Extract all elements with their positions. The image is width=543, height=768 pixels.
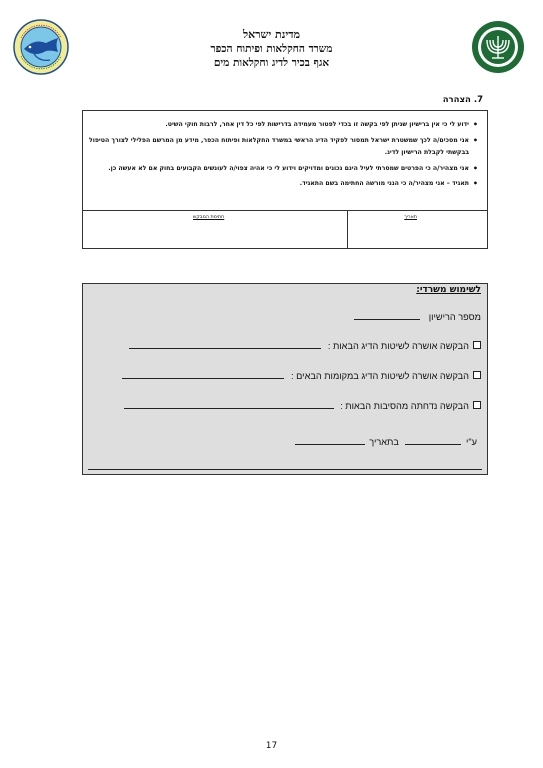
declaration-item: • אני מסכים/ה לכך שמשטרת ישראל תמסור לפקיד הדיג הראשי במשרד החקלאות ופיתוח הכפר, מידע מן המרשם הפלילי לצורך הטיפול בבקשתי לקבלת הרישיון לדיג. [89,135,469,160]
ministry-title: משרד החקלאות ופיתוח הכפר [210,43,333,55]
approved-locations-checkbox[interactable] [473,371,481,379]
header-titles [130,28,413,70]
approved-locations-field[interactable] [122,369,284,379]
office-bottom-line [88,469,482,470]
office-use-title: לשימוש משרדי: [416,285,481,295]
signature-row [83,210,487,248]
state-title: מדינת ישראל [242,28,301,41]
approved-locations-row [122,369,481,381]
signature-field-label[interactable]: חתימת המבקש [193,215,225,220]
approved-methods-checkbox[interactable] [473,341,481,349]
by-label: ע"י [466,437,477,447]
ministry-menorah-logo-icon [470,18,526,76]
approved-locations-label: הבקשה אושרה לשיטות הדיג במקומות הבאים : [291,371,469,381]
approval-date-field[interactable] [295,435,365,445]
declaration-list [89,119,479,194]
rejected-reasons-row [124,399,481,411]
office-use-box [82,283,488,475]
date-field-label[interactable]: תאריך [404,215,417,220]
approval-date-label: בתאריך [369,437,399,447]
department-title: אגף בכיר לדיג וחקלאות מים [213,57,330,69]
declaration-item: • ידוע לי כי אין ברישיון שניתן לפי בקשה זו בכדי לפטור מעמידה בדרישות לפי כל דין אחר, לרבות חוקי השיט. [89,119,469,132]
rejected-reasons-checkbox[interactable] [473,401,481,409]
rejected-reasons-field[interactable] [124,399,334,409]
section-title: 7. הצהרה [442,95,483,105]
declaration-box [82,110,488,249]
approved-methods-field[interactable] [129,339,321,349]
by-field[interactable] [405,435,461,445]
declaration-item: • אני מצהיר/ה כי הפרטים שמסרתי לעיל הינם נכונים ומדויקים וידוע לי כי אהיה צפוי/ה לעונשים הקבועים בחוק אם לא אעשה כן. [89,163,469,176]
license-number-field[interactable] [354,310,420,320]
approval-signature-row [295,435,477,447]
page-number: 17 [265,741,278,751]
approved-methods-row [129,339,481,351]
license-number-label: מספר הרישיון [428,312,481,322]
approved-methods-label: הבקשה אושרה לשיטות הדיג הבאות : [327,341,469,351]
fisheries-logo-icon [12,18,70,76]
declaration-item: • תאגיד – אני מצהיר/ה כי הנני מורשה החתימה בשם התאגיד. [89,178,469,191]
license-number-row [354,310,481,322]
rejected-reasons-label: הבקשה נדחתה מהסיבות הבאות : [340,401,469,411]
signature-divider [347,211,348,248]
